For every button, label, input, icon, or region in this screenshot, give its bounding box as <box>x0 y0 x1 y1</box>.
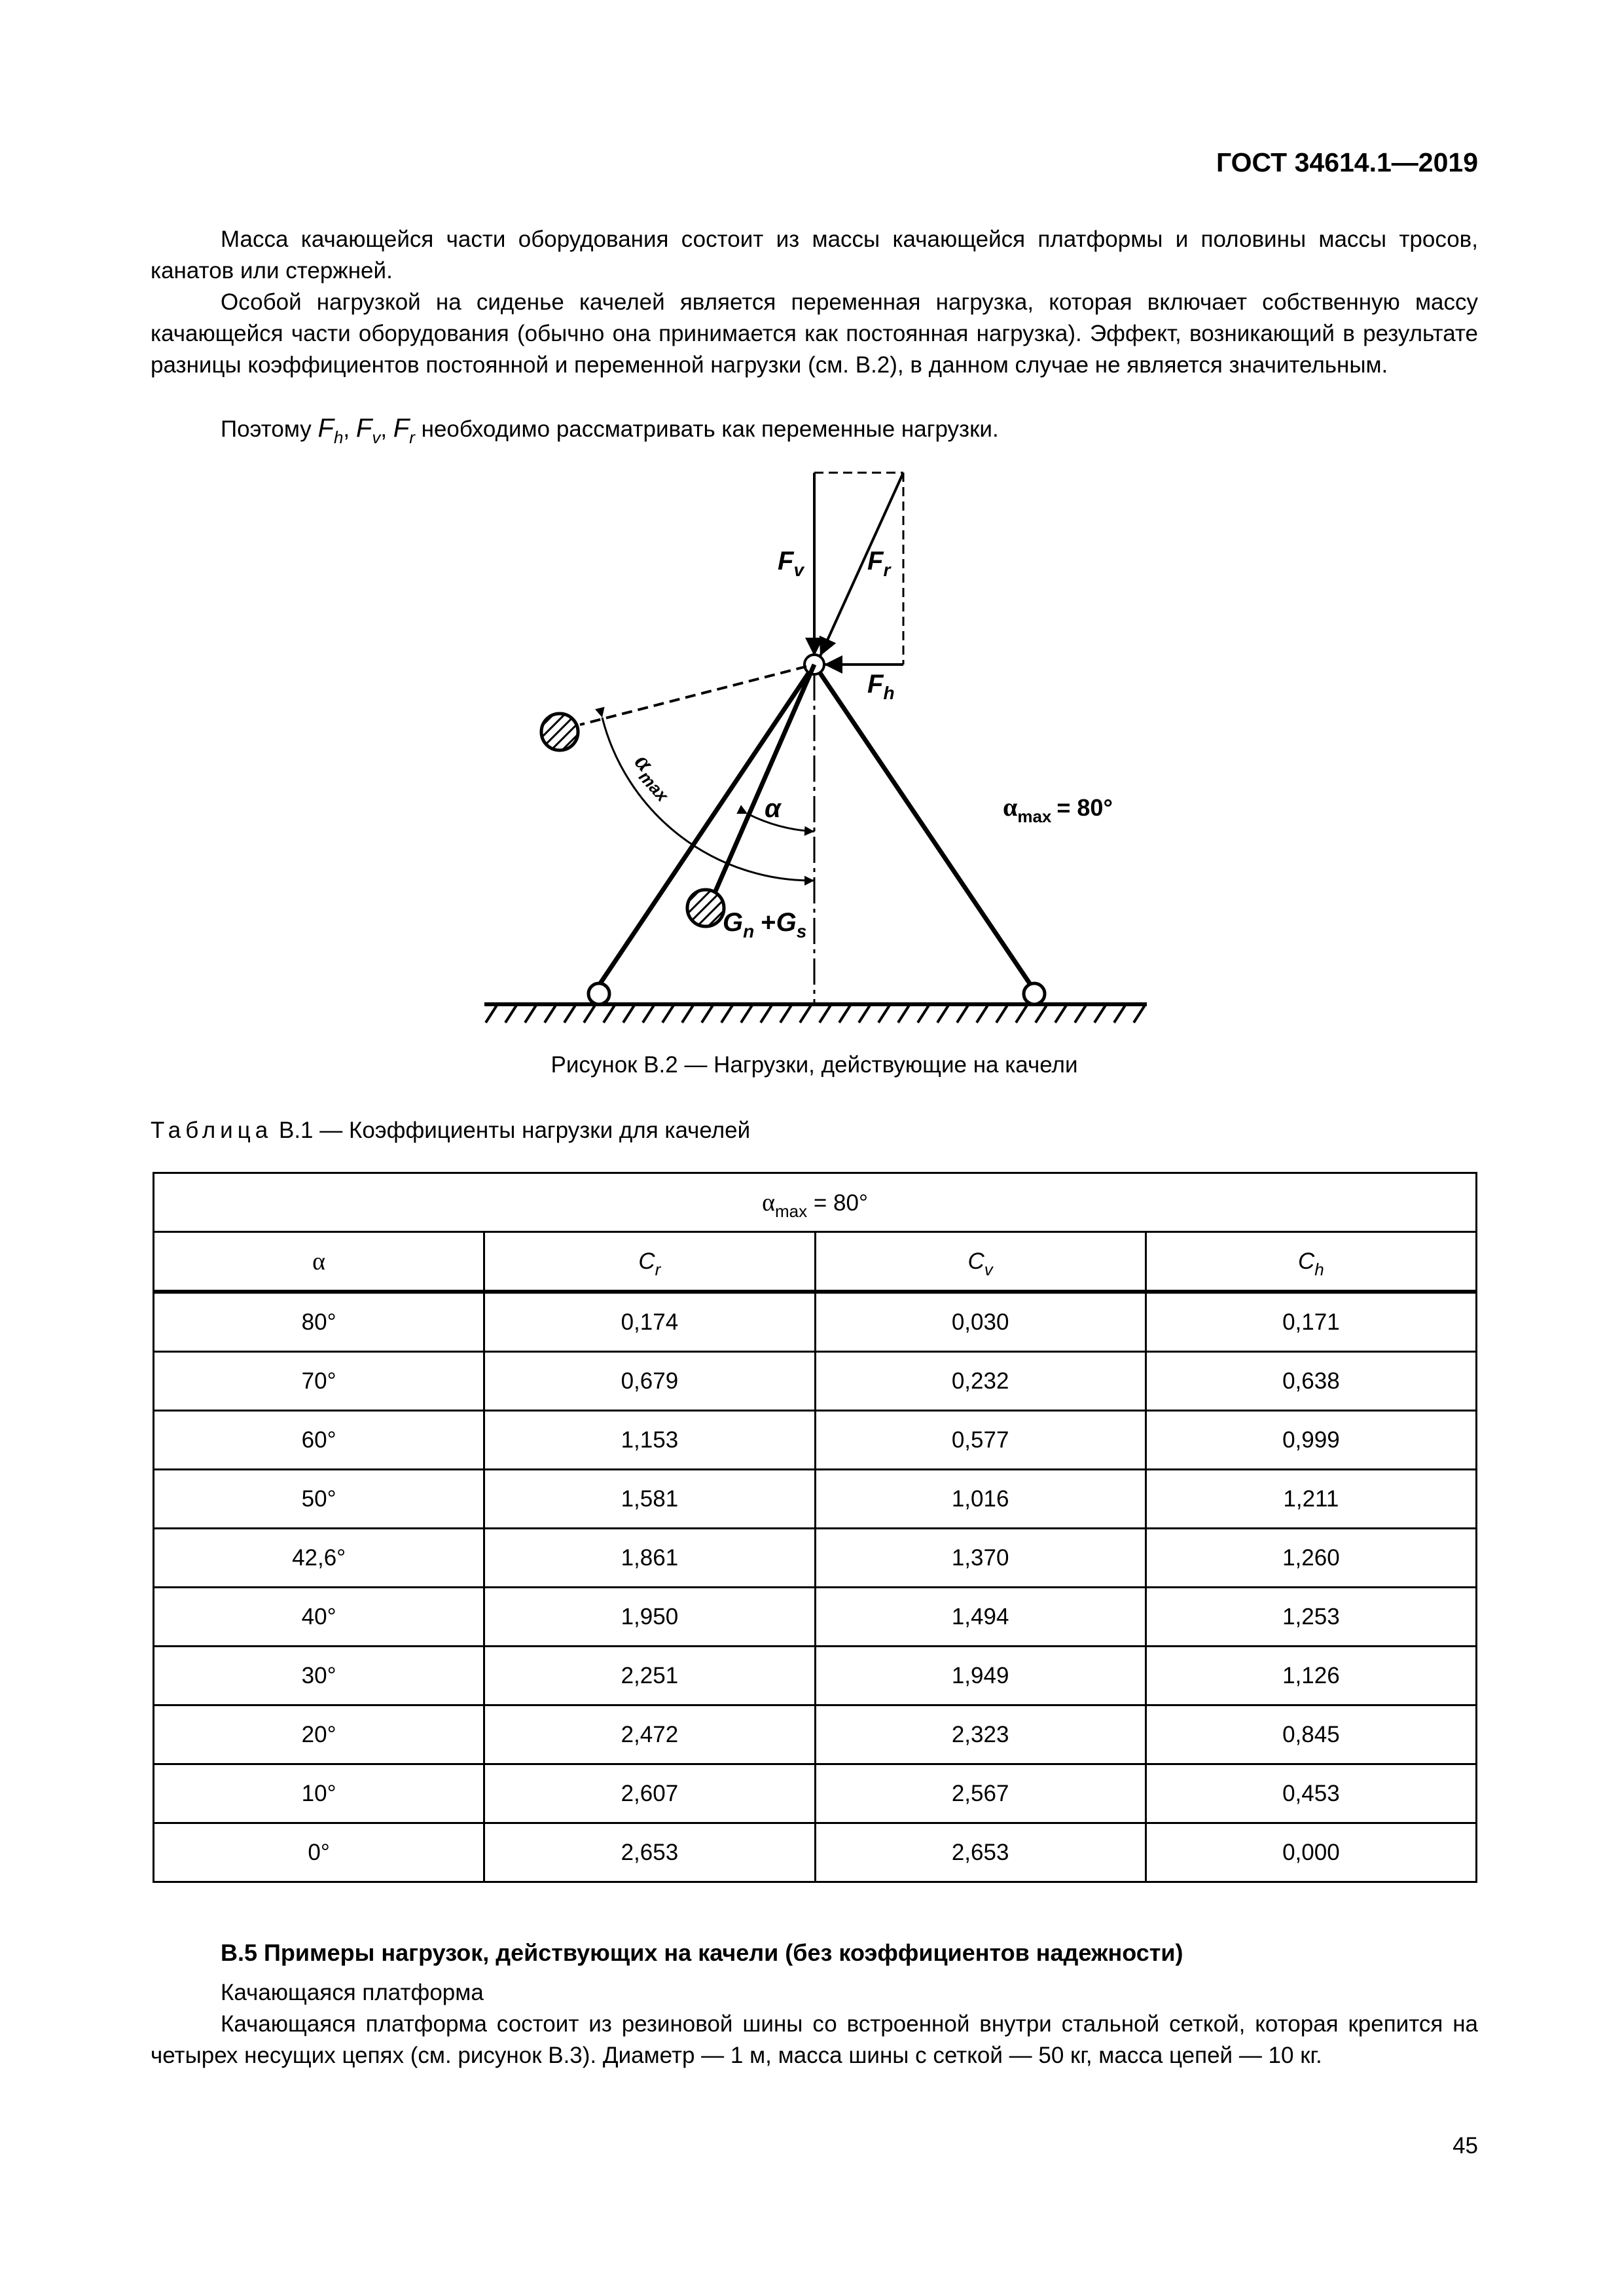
label-fh: $F_h$ <box>867 670 895 703</box>
frame-right-leg <box>814 665 1031 985</box>
fr-arrow <box>820 473 903 656</box>
table-row <box>154 1352 1477 1411</box>
cell-cv: 0,030 <box>815 1292 1146 1352</box>
label-alpha: α <box>765 794 781 823</box>
paragraph-platform-description: Качающаяся платформа состоит из резиновой шины со встроенной внутри стальной сеткой, которая крепится на четырех несущих цепях (см. рисунок В.3). Диаметр — 1 м, масса шины с сеткой — 50 кг, масса цепей — 10 кг. <box>151 2011 1478 2068</box>
fh-subscript: h <box>333 428 344 447</box>
page-number: 45 <box>1453 2133 1478 2159</box>
therefore-prefix: Поэтому <box>221 416 312 442</box>
cell-cv: 2,323 <box>815 1705 1146 1764</box>
cell-alpha: 30° <box>154 1647 484 1705</box>
cell-ch: 0,845 <box>1146 1705 1476 1764</box>
label-fv: $F_v$ <box>778 547 804 580</box>
cell-cv: 0,232 <box>815 1352 1146 1411</box>
ground-hatching <box>486 1004 1146 1023</box>
cell-alpha: 60° <box>154 1411 484 1470</box>
cell-ch: 0,638 <box>1146 1352 1476 1411</box>
right-foot-joint <box>1024 983 1045 1004</box>
label-alpha-max-rotated: $\alpha_{max}$ <box>629 748 673 806</box>
cell-ch: 0,999 <box>1146 1411 1476 1470</box>
cell-alpha: 50° <box>154 1470 484 1529</box>
table-row <box>154 1588 1477 1647</box>
alpha-arc <box>748 814 814 831</box>
label-alpha-max-value: $\alpha_{max} = 80^\circ$ <box>1003 792 1113 826</box>
cv-symbol: C <box>967 1248 984 1274</box>
table-title <box>151 1118 750 1144</box>
col-header-alpha: α <box>154 1232 484 1292</box>
figure-caption: Рисунок В.2 — Нагрузки, действующие на качели <box>550 1052 1078 1078</box>
table-row <box>154 1764 1477 1823</box>
col-header-cr <box>484 1232 815 1292</box>
cell-cv: 1,494 <box>815 1588 1146 1647</box>
coefficients-table <box>153 1172 1477 1883</box>
paragraph-platform-heading: Качающаяся платформа <box>221 1980 484 2005</box>
cell-ch: 1,211 <box>1146 1470 1476 1529</box>
table-row <box>154 1529 1477 1588</box>
cell-cr: 1,861 <box>484 1529 815 1588</box>
swing-rod <box>712 665 814 900</box>
left-foot-joint <box>588 983 609 1004</box>
header-alpha-symbol: α <box>762 1188 775 1216</box>
cell-alpha: 10° <box>154 1764 484 1823</box>
ch-sub: h <box>1314 1259 1324 1279</box>
cell-cr: 2,653 <box>484 1823 815 1882</box>
table-row <box>154 1470 1477 1529</box>
cv-sub: v <box>984 1259 993 1279</box>
swing-seat <box>687 890 724 926</box>
comma-1: , <box>343 416 350 442</box>
header-alpha-value: = 80° <box>813 1190 868 1216</box>
document-header: ГОСТ 34614.1—2019 <box>1216 147 1478 177</box>
table-row <box>154 1705 1477 1764</box>
cell-cr: 1,581 <box>484 1470 815 1529</box>
cell-cv: 0,577 <box>815 1411 1146 1470</box>
cell-ch: 1,260 <box>1146 1529 1476 1588</box>
col-header-ch <box>1146 1232 1476 1292</box>
cell-cr: 1,153 <box>484 1411 815 1470</box>
table-header-row-2 <box>154 1232 1477 1292</box>
cell-cr: 0,174 <box>484 1292 815 1352</box>
cell-cv: 2,653 <box>815 1823 1146 1882</box>
fh-symbol: F <box>317 414 334 443</box>
cell-ch: 1,253 <box>1146 1588 1476 1647</box>
table-row <box>154 1292 1477 1352</box>
paragraph-variable-load: Особой нагрузкой на сиденье качелей является переменная нагрузка, которая включает собственную массу качающейся части оборудования (обычно она принимается как постоянная нагрузка). Эффект, возникающий в результате разницы коэффициентов постоянной и переменной нагрузки (см. В.2), в данном случае не является значительным. <box>151 289 1478 378</box>
cell-ch: 0,171 <box>1146 1292 1476 1352</box>
cell-alpha: 40° <box>154 1588 484 1647</box>
cell-alpha: 80° <box>154 1292 484 1352</box>
cell-cr: 1,950 <box>484 1588 815 1647</box>
cell-ch: 0,000 <box>1146 1823 1476 1882</box>
cr-sub: r <box>655 1259 661 1279</box>
label-fr: $F_r$ <box>867 547 891 580</box>
cell-cv: 1,016 <box>815 1470 1146 1529</box>
max-position-rod <box>580 666 806 725</box>
cell-alpha: 70° <box>154 1352 484 1411</box>
cell-cr: 2,607 <box>484 1764 815 1823</box>
header-alpha-max <box>154 1173 1477 1232</box>
table-row <box>154 1823 1477 1882</box>
therefore-suffix: необходимо рассматривать как переменные нагрузки. <box>421 416 999 442</box>
paragraph-mass: Масса качающейся части оборудования состоит из массы качающейся платформы и половины массы тросов, канатов или стержней. <box>151 227 1478 283</box>
cell-cv: 2,567 <box>815 1764 1146 1823</box>
fv-subscript: v <box>372 428 381 447</box>
cr-symbol: C <box>638 1248 655 1274</box>
header-alpha-sub: max <box>774 1201 808 1221</box>
cell-ch: 0,453 <box>1146 1764 1476 1823</box>
table-title-prefix: Таблица <box>151 1118 273 1143</box>
table-header-row-1 <box>154 1173 1477 1232</box>
cell-alpha: 20° <box>154 1705 484 1764</box>
ch-symbol: C <box>1298 1248 1315 1274</box>
fr-symbol: F <box>393 414 410 443</box>
cell-cv: 1,949 <box>815 1647 1146 1705</box>
fr-subscript: r <box>409 428 415 447</box>
cell-cv: 1,370 <box>815 1529 1146 1588</box>
cell-ch: 1,126 <box>1146 1647 1476 1705</box>
cell-cr: 0,679 <box>484 1352 815 1411</box>
table-row <box>154 1411 1477 1470</box>
col-header-cv <box>815 1232 1146 1292</box>
table-row <box>154 1647 1477 1705</box>
table-title-rest: В.1 — Коэффициенты нагрузки для качелей <box>278 1118 751 1143</box>
fv-symbol: F <box>355 414 372 443</box>
max-position-seat <box>541 714 578 750</box>
comma-2: , <box>380 416 388 442</box>
cell-cr: 2,251 <box>484 1647 815 1705</box>
cell-cr: 2,472 <box>484 1705 815 1764</box>
cell-alpha: 42,6° <box>154 1529 484 1588</box>
cell-alpha: 0° <box>154 1823 484 1882</box>
swing-load-figure <box>0 0 1624 1048</box>
label-gn-gs: $G_n +G_s$ <box>723 908 807 941</box>
section-heading: В.5 Примеры нагрузок, действующих на качели (без коэффициентов надежности) <box>221 1939 1183 1966</box>
